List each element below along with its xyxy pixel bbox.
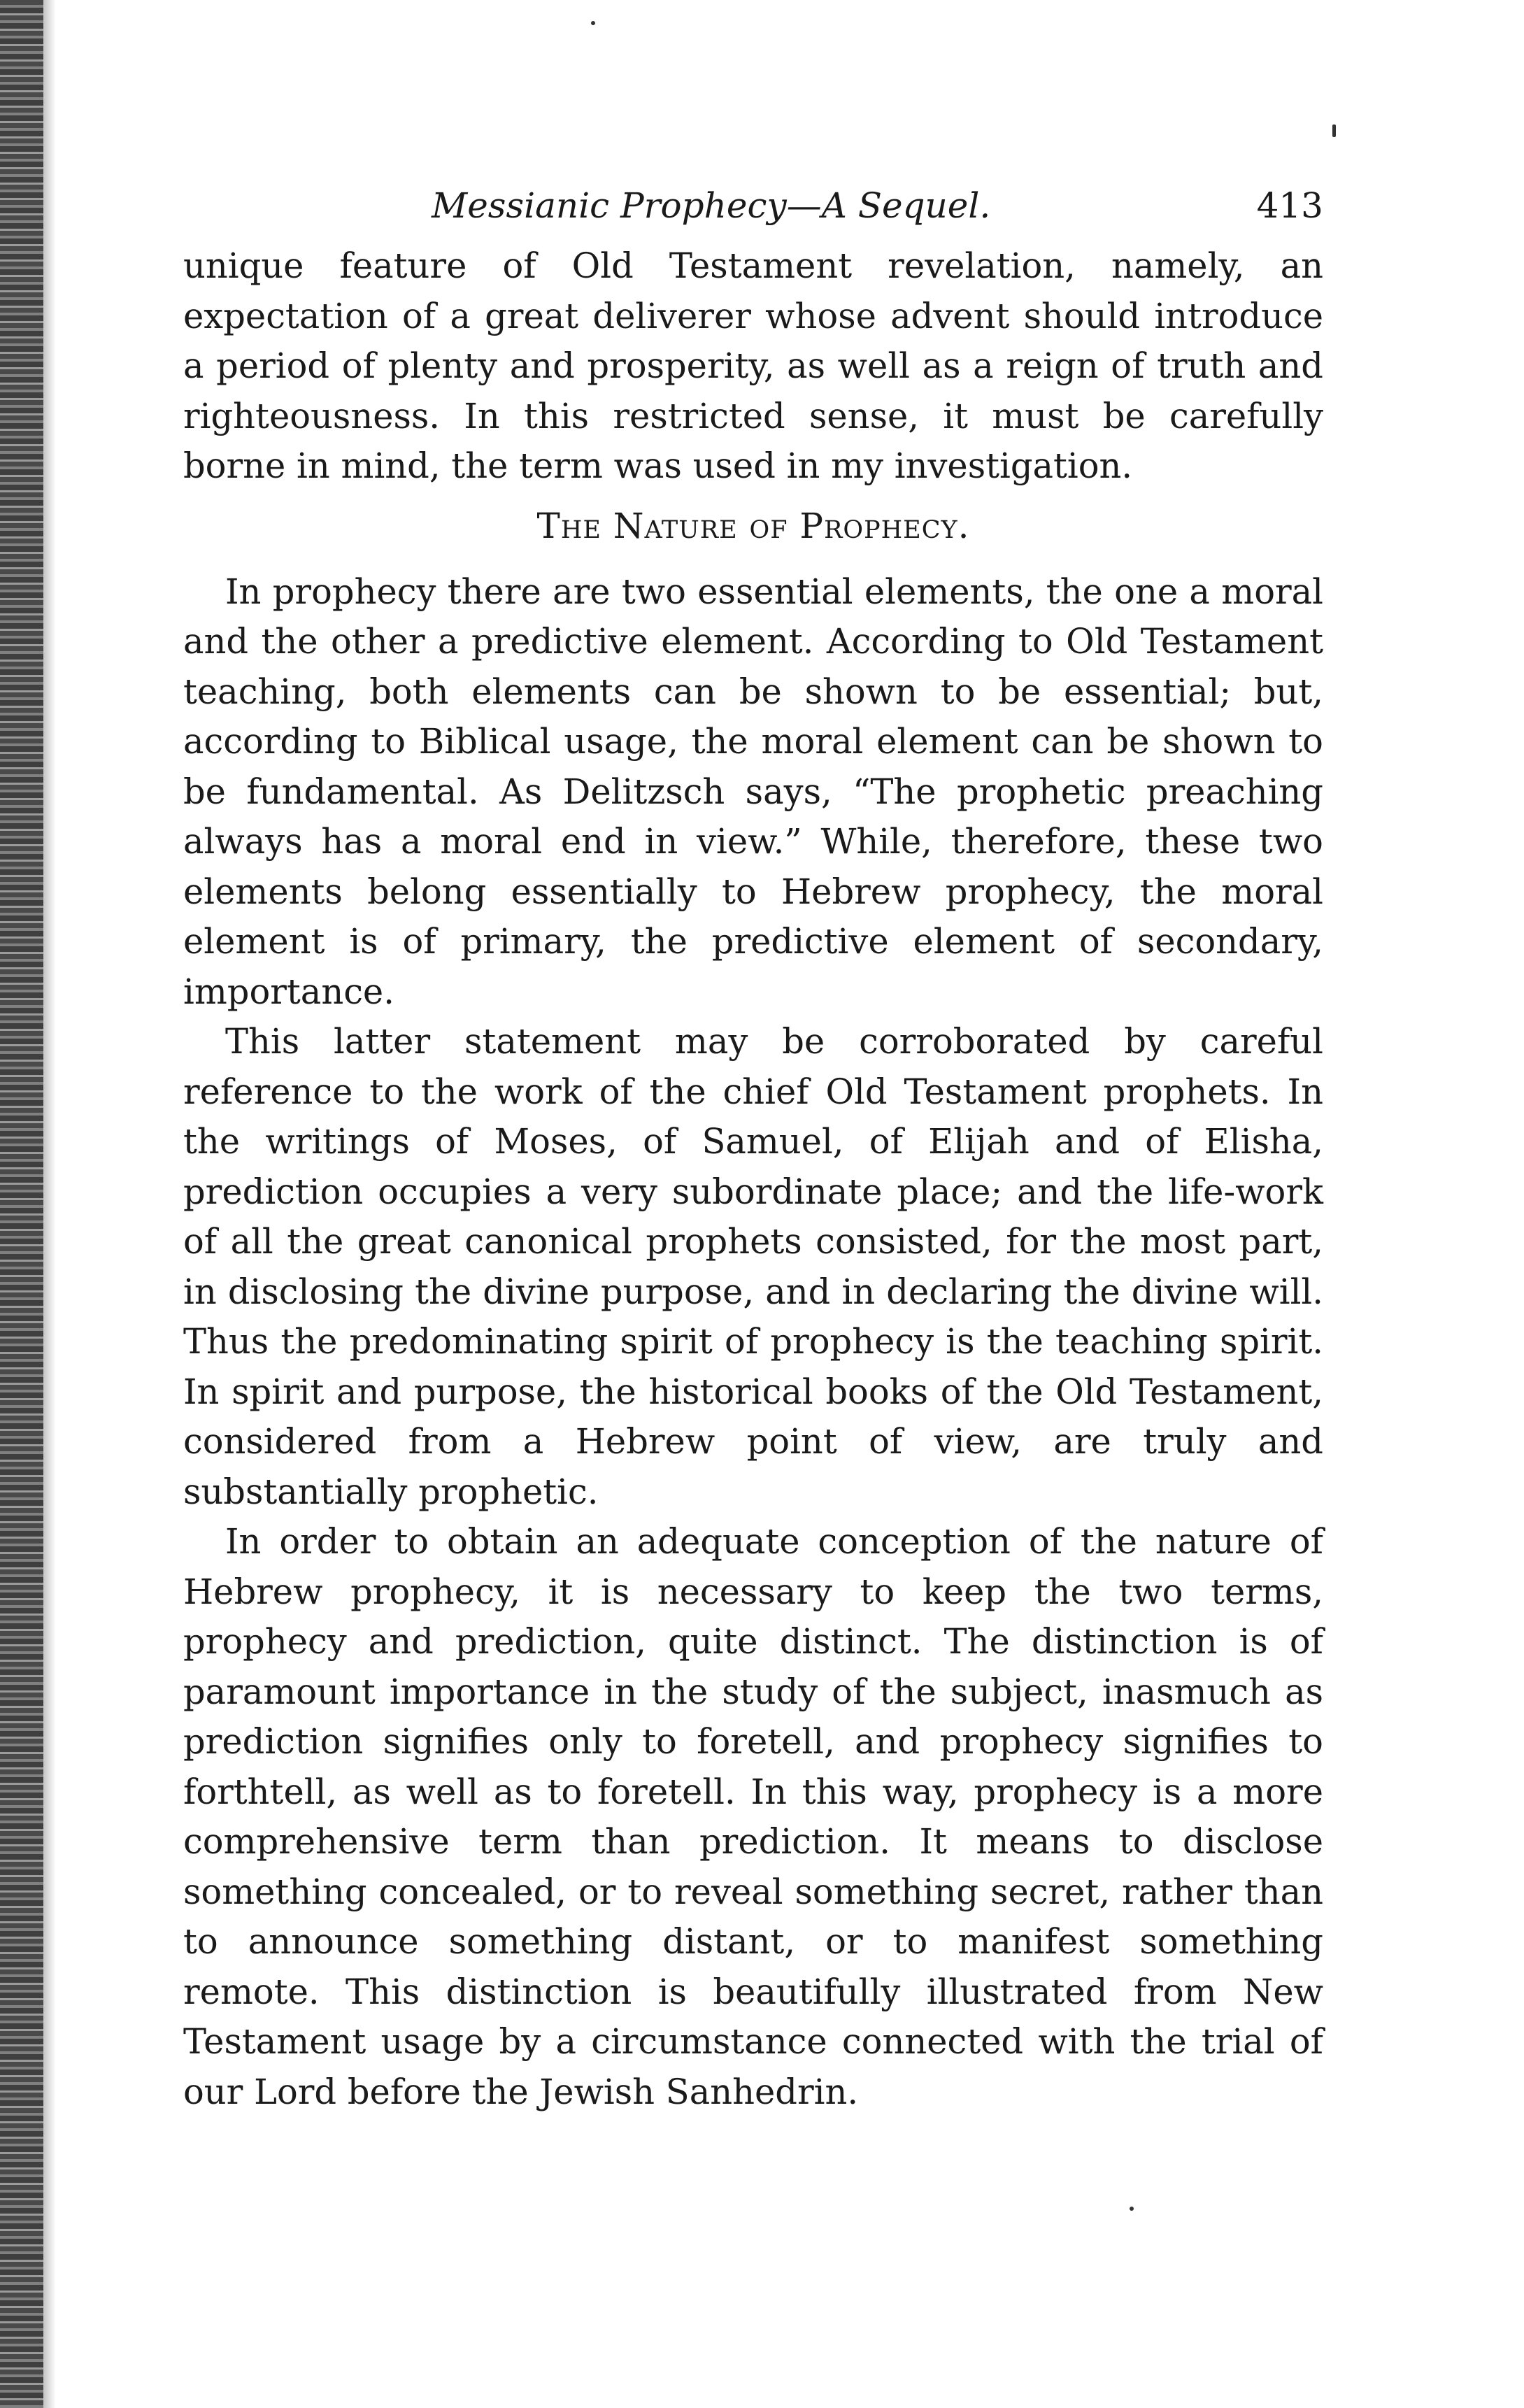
running-head bbox=[183, 178, 1323, 241]
paragraph-elements-of-prophecy: In prophecy there are two essential elements, the one a moral and the other a predictive element. According to Old Testament teaching, both elements can be shown to be essential; but, according to Biblical usage, the moral element can be shown to be fundamental. As Delitzsch says, “The prophetic preaching always has a moral end in view.” While, therefore, these two elements belong essentially to Hebrew prophecy, the moral element is of primary, the predictive element of secondary, importance. bbox=[183, 571, 1323, 1012]
paragraph-work-of-prophets: This latter statement may be corroborated by careful reference to the work of the chief Old Testament prophets. In the writings of Moses, of Samuel, of Elijah and of Elisha, prediction occupies a very subordinate place; and the life-work of all the great canonical prophets consisted, for the most part, in disclosing the divine purpose, and in declaring the divine will. Thus the predominating spirit of prophecy is the teaching spirit. In spirit and purpose, the historical books of the Old Testament, considered from a Hebrew point of view, are truly and substantially prophetic. bbox=[183, 1021, 1323, 1512]
scan-speck bbox=[591, 21, 595, 25]
section-heading: The Nature of Prophecy. bbox=[536, 505, 970, 546]
paragraph-prophecy-vs-prediction: In order to obtain an adequate conception of the nature of Hebrew prophecy, it is necessary to keep the two terms, prophecy and prediction, quite distinct. The distinction is of paramount importance in the study of the subject, inasmuch as prediction signifies only to foretell, and prophecy signifies to forthtell, as well as to foretell. In this way, prophecy is a more comprehensive term than prediction. It means to disclose something concealed, or to reveal something secret, rather than to announce something distant, or to manifest something remote. This distinction is beautifully illustrated from New Testament usage by a circumstance connected with the trial of our Lord before the Jewish Sanhedrin. bbox=[183, 1521, 1323, 2112]
book-page bbox=[183, 178, 1323, 2117]
page-number: 413 bbox=[1256, 185, 1323, 226]
paragraph-continued: unique feature of Old Testament revelation, namely, an expectation of a great deliverer whose advent should introduce a period of plenty and prosperity, as well as a reign of truth and righteousness. In this restricted sense, it must be carefully borne in mind, the term was used in my investigation. bbox=[183, 245, 1323, 486]
body-text bbox=[183, 241, 1323, 2117]
scan-speck bbox=[1332, 124, 1336, 137]
book-binding-edge bbox=[0, 0, 43, 2408]
running-title: Messianic Prophecy—A Sequel. bbox=[432, 185, 991, 226]
scan-speck bbox=[1130, 2207, 1134, 2211]
